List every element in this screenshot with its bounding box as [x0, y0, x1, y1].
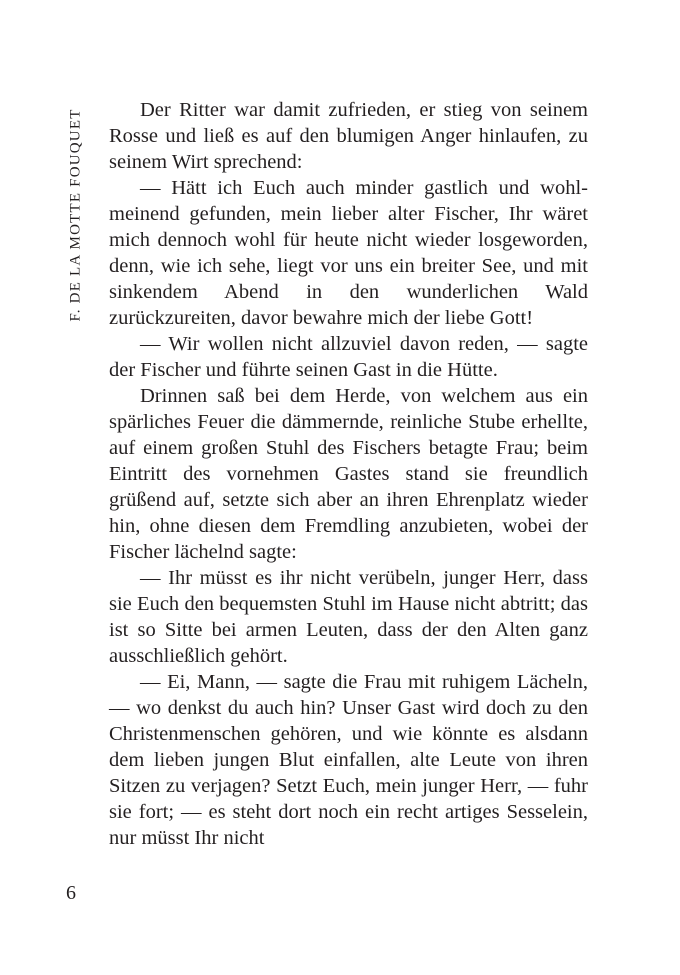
paragraph: Drinnen saß bei dem Herde, von welchem aus ein spärliches Feuer die dämmernde, reinliche Stube erhellte, auf einem großen Stuhl des Fischers betagte Frau; beim Eintritt des vornehmen Gastes stand sie freundlich grüßend auf, setzte sich aber an ihren Ehrenplatz wieder hin, ohne diesen dem Fremdling anzubieten, wobei der Fischer lächelnd sagte: — [109, 385, 588, 563]
page-number: 6 — [66, 882, 76, 904]
body-text — [109, 97, 588, 851]
running-head-text: F. DE LA MOTTE FOUQUET — [67, 108, 84, 322]
paragraph: — Ihr müsst es ihr nicht verübeln, junger Herr, dass sie Euch den bequemsten Stuhl im Hause nicht abtritt; das ist so Sitte bei armen Leuten, dass der den Alten ganz ausschließlich gehört. — [109, 567, 588, 667]
paragraph: — Ei, Mann, — sagte die Frau mit ruhigem Lächeln, — wo denkst du auch hin? Unser Gast wird doch zu den Christenmenschen gehören, und wie könnte es alsdann dem lieben jungen Blut einfallen, alte Leute von ihren Sitzen zu verjagen? Setzt Euch, mein junger Herr, — fuhr sie fort; — es steht dort noch ein recht artiges Sesselein, nur müsst Ihr nicht — [109, 671, 588, 849]
paragraph: Der Ritter war damit zufrieden, er stieg von seinem Rosse und ließ es auf den blumigen Anger hinlaufen, zu seinem Wirt sprechend: — [109, 99, 588, 173]
paragraph: — Wir wollen nicht allzuviel davon reden, — sagte der Fischer und führte seinen Gast in die Hütte. — [109, 333, 588, 381]
paragraph: — Hätt ich Euch auch minder gastlich und wohlmeinend gefunden, mein lieber alter Fischer, Ihr wäret mich dennoch wohl für heute nicht wieder losgeworden, denn, wie ich sehe, liegt vor uns ein breiter See, und mit sinkendem Abend in den wunderlichen Wald zurückzureiten, davor bewahre mich der liebe Gott! — [109, 177, 588, 329]
